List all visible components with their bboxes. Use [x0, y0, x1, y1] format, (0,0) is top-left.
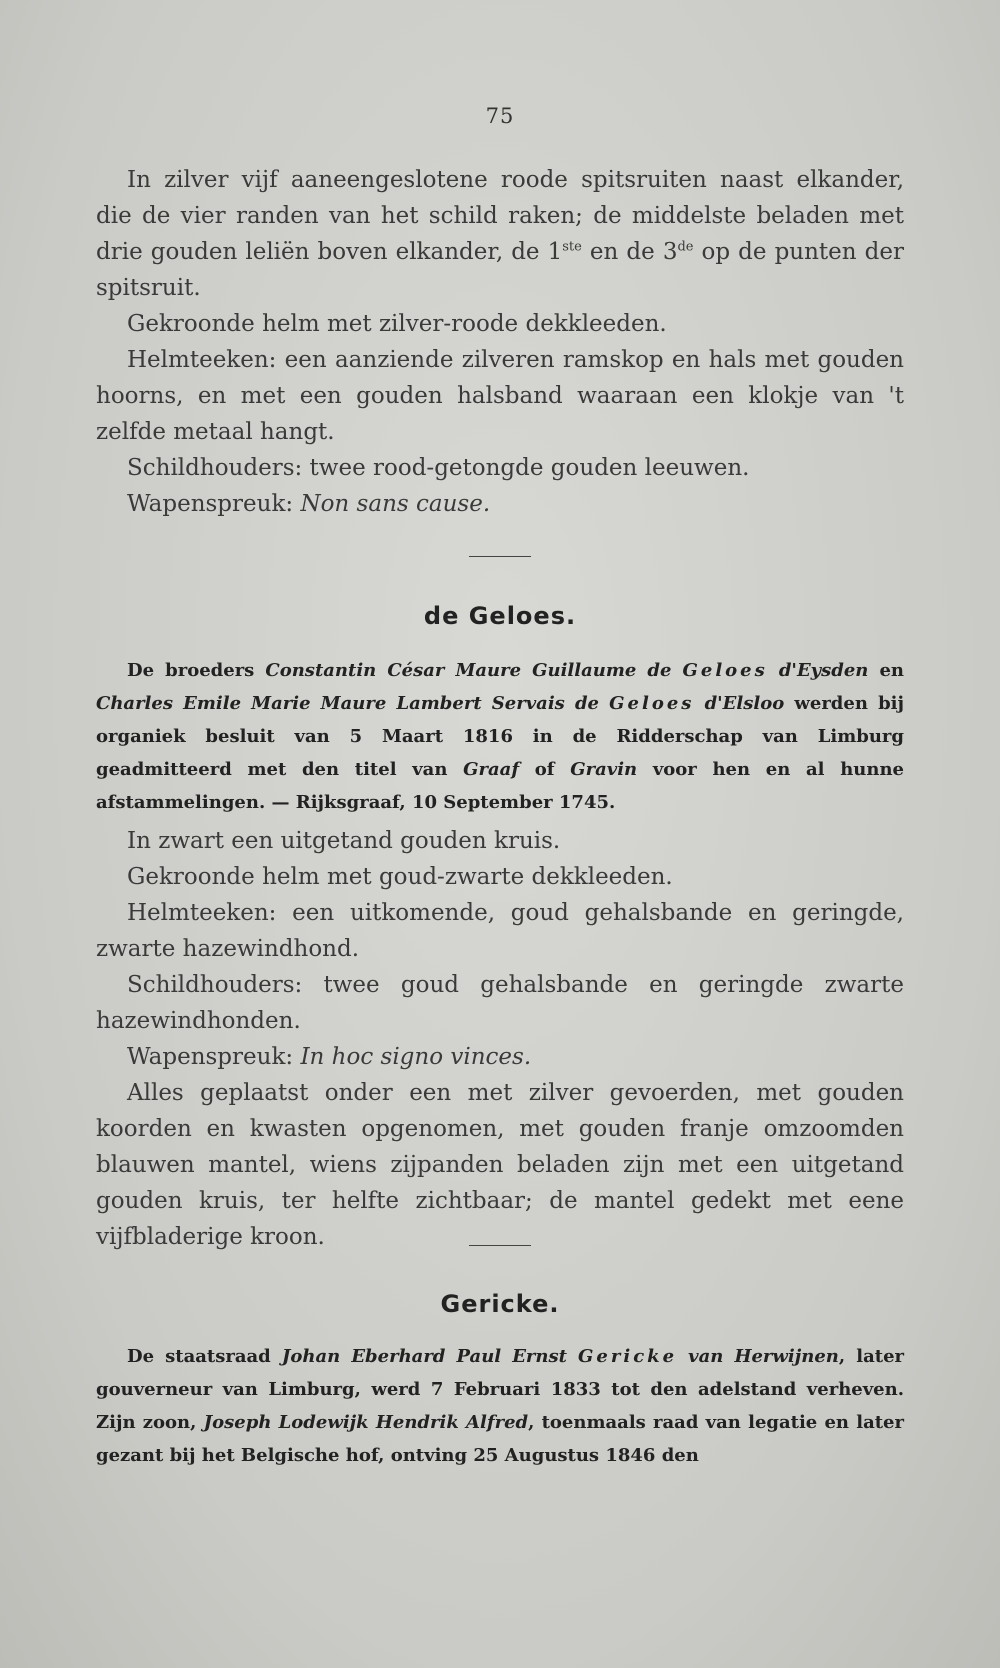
geloes-arms: In zwart een uitgetand gouden kruis. [127, 828, 561, 854]
section-arms-description [96, 162, 904, 522]
section-de-geloes [96, 654, 904, 1255]
page-number: 75 [485, 104, 515, 128]
heading-gericke: Gericke. [440, 1290, 560, 1318]
helmet-paragraph: Gekroonde helm met zilver-roode dekkleeden. [127, 311, 667, 337]
geloes-helmet: Gekroonde helm met goud-zwarte dekkleeden. [127, 864, 673, 890]
arms-paragraph: In zilver vijf aaneengeslotene roode spitsruiten naast elkander, die de vier randen van het schild raken; de middelste beladen met drie gouden leliën boven elkander, de 1ste en de 3de op de punten der spitsruit. [96, 167, 905, 301]
geloes-motto: Wapenspreuk: In hoc signo vinces. [127, 1044, 532, 1070]
heading-de-geloes: de Geloes. [423, 602, 577, 630]
geloes-intro: De broeders Constantin César Maure Guillaume de Geloes d'Eysden en Charles Emile Marie Maure Lambert Servais de Geloes d'Elsloo werden bij organiek besluit van 5 Maart 1816 in de Ridderschap van Limburg geadmitteerd met den titel van Graaf of Gravin voor hen en al hunne afstammelingen. — Rijksgraaf, 10 September 1745. [96, 660, 905, 813]
geloes-motto-text: In hoc signo vinces. [300, 1044, 532, 1070]
geloes-crest: Helmteeken: een uitkomende, goud gehalsbande en geringde, zwarte hazewindhond. [96, 900, 904, 962]
gericke-intro: De staatsraad Johan Eberhard Paul Ernst Gericke van Herwijnen, later gouverneur van Limburg, werd 7 Februari 1833 tot den adelstand verheven. Zijn zoon, Joseph Lodewijk Hendrik Alfred, toenmaals raad van legatie en later gezant bij het Belgische hof, ontving 25 Augustus 1846 den [96, 1346, 904, 1466]
supporters-paragraph: Schildhouders: twee rood-getongde gouden leeuwen. [127, 455, 750, 481]
section-divider-2 [469, 1245, 531, 1246]
section-divider [469, 556, 531, 557]
geloes-supporters: Schildhouders: twee goud gehalsbande en geringde zwarte hazewindhonden. [96, 972, 904, 1034]
motto-paragraph: Wapenspreuk: Non sans cause. [127, 491, 491, 517]
motto-text: Non sans cause. [300, 491, 491, 517]
section-gericke [96, 1340, 904, 1472]
crest-paragraph: Helmteeken: een aanziende zilveren ramskop en hals met gouden hoorns, en met een gouden halsband waaraan een klokje van 't zelfde metaal hangt. [96, 347, 904, 445]
geloes-mantle: Alles geplaatst onder een met zilver gevoerden, met gouden koorden en kwasten opgenomen, met gouden franje omzoomden blauwen mantel, wiens zijpanden beladen zijn met een uitgetand gouden kruis, ter helfte zichtbaar; de mantel gedekt met eene vijfbladerige kroon. [96, 1080, 904, 1250]
